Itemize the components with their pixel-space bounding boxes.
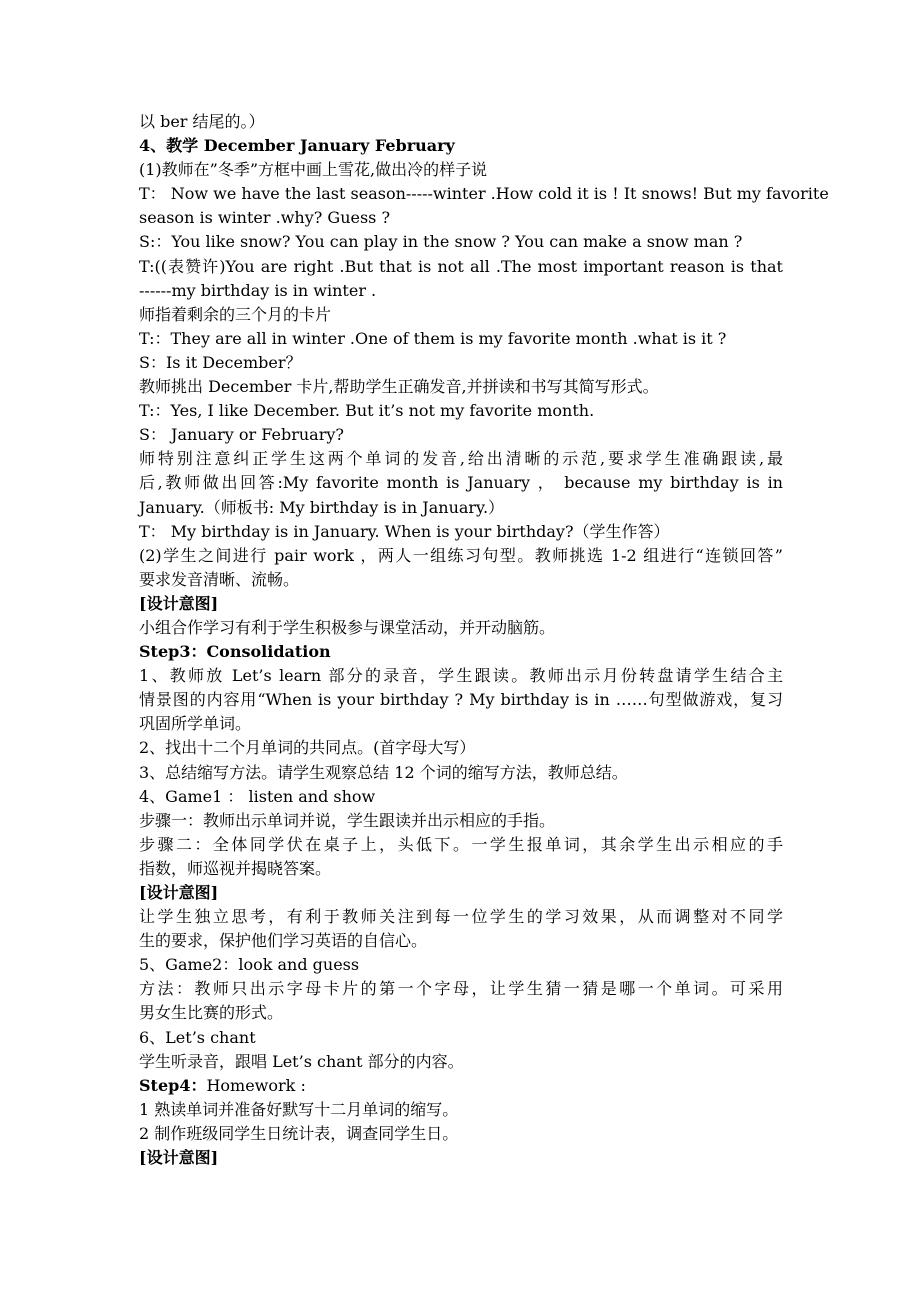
text-line: 4、Game1 ： listen and show	[139, 786, 376, 806]
text-line: 教师挑出 December 卡片,帮助学生正确发音,并拼读和书写其简写形式。	[139, 377, 659, 397]
text-line: (1)教师在”冬季”方框中画上雪花,做出冷的样子说	[139, 160, 488, 180]
text-line: 6、Let’s chant	[139, 1027, 256, 1047]
text-line: 指数，师巡视并揭晓答案。	[139, 858, 332, 878]
text-line: 2 制作班级同学生日统计表，调查同学生日。	[139, 1123, 459, 1143]
text-line: S:：You like snow? You can play in the snow ? You can make a snow man ?	[139, 232, 743, 252]
section-heading: [设计意图]	[139, 1148, 219, 1168]
text-line: S：Is it December？	[139, 352, 302, 372]
text-line: 4、教学 December January February	[139, 136, 455, 156]
text-line: 男女生比赛的形式。	[139, 1003, 284, 1023]
text-line: T： Now we have the last season-----winter .How cold it is ! It snows! But my favorite	[139, 184, 829, 204]
text-line: 学生听录音，跟唱 Let’s chant 部分的内容。	[139, 1051, 464, 1071]
section-heading: [设计意图]	[139, 883, 219, 902]
section-heading: [设计意图]	[139, 593, 219, 613]
text-line: 巩固所学单词。	[139, 714, 252, 734]
text-line: 生的要求，保护他们学习英语的自信心。	[139, 931, 428, 951]
text-line: T:：Yes, I like December. But it’s not my favorite month.	[139, 401, 595, 421]
text-line: T:：They are all in winter .One of them is my favorite month .what is it ?	[139, 328, 727, 348]
text-line: 让学生独立思考，有利于教师关注到每一位学生的学习效果，从而调整对不同学	[139, 907, 783, 927]
text-line: T： My birthday is in January. When is your birthday?（学生作答）	[139, 521, 670, 541]
text-line: season is winter .why? Guess ?	[139, 208, 391, 228]
text-line: 情景图的内容用“When is your birthday ? My birthday is in ……句型做游戏，复习	[139, 690, 783, 710]
step-text: Homework :	[206, 1075, 306, 1095]
text-line: 方法：教师只出示字母卡片的第一个字母，让学生猜一猜是哪一个单词。可采用	[139, 979, 783, 999]
text-line: 步骤二：全体同学伏在桌子上，头低下。一学生报单词，其余学生出示相应的手	[139, 834, 783, 854]
step-label: Step4：	[139, 1075, 207, 1095]
text-line: 师特别注意纠正学生这两个单词的发音,给出清晰的示范,要求学生准确跟读,最	[139, 449, 783, 469]
text-line: 要求发音清晰、流畅。	[139, 569, 300, 589]
text-line: 以 ber 结尾的。）	[139, 112, 265, 131]
text-line: 步骤一：教师出示单词并说，学生跟读并出示相应的手指。	[139, 810, 556, 830]
text-line: 5、Game2：look and guess	[139, 955, 360, 975]
text-line: 3、总结缩写方法。请学生观察总结 12 个词的缩写方法，教师总结。	[139, 762, 628, 782]
text-line: 师指着剩余的三个月的卡片	[139, 304, 332, 324]
text-line: 1、教师放 Let’s learn 部分的录音，学生跟读。教师出示月份转盘请学生结合主	[139, 666, 783, 686]
text-line: 2、找出十二个月单词的共同点。(首字母大写）	[139, 738, 476, 758]
text-line: (2)学生之间进行 pair work ，两人一组练习句型。教师挑选 1-2 组进行“连锁回答”	[139, 545, 783, 565]
text-line: January.（师板书: My birthday is in January.）	[139, 497, 505, 517]
text-line	[139, 1074, 783, 1098]
document-page	[139, 110, 829, 1170]
text-line: 1 熟读单词并准备好默写十二月单词的缩写。	[139, 1099, 459, 1119]
text-line: Step3：Consolidation	[139, 642, 331, 662]
text-line: 小组合作学习有利于学生积极参与课堂活动，并开动脑筋。	[139, 617, 556, 637]
text-line: S： January or February?	[139, 425, 344, 445]
text-line: T:((表赞许)You are right .But that is not all .The most important reason is that	[139, 256, 783, 276]
text-line: 后,教师做出回答:My favorite month is January ， because my birthday is in	[139, 473, 783, 493]
text-line: ------my birthday is in winter .	[139, 280, 377, 300]
